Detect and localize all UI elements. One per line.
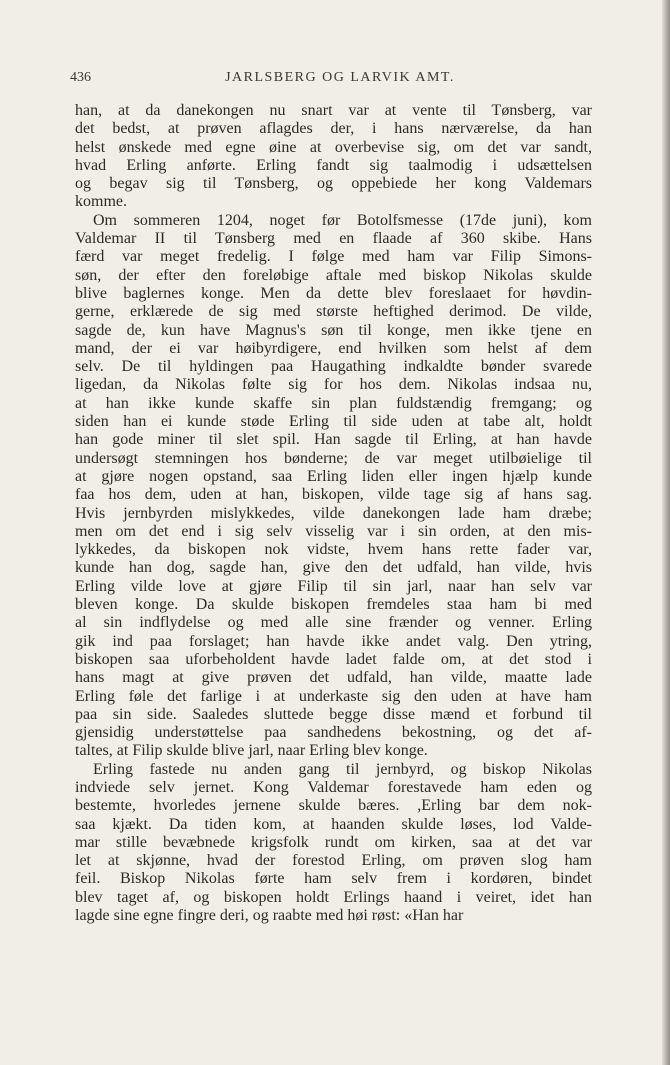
text-line: let at skjønne, hvad der forestod Erling, om prøven slog ham	[75, 852, 592, 870]
text-line: Valdemar II til Tønsberg med en flaade af 360 skibe. Hans	[75, 230, 592, 248]
text-line: lagde sine egne fingre deri, og raabte med høi røst: «Han har	[75, 907, 464, 925]
text-line: kunde han dog, sagde han, give den det udfald, han vilde, hvis	[75, 559, 592, 577]
text-line: biskopen saa uforbeholdent havde ladet falde om, at det stod i	[75, 650, 592, 668]
text-line: al sin indflydelse og med alle sine frænder og venner. Erling	[75, 614, 592, 632]
text-line: mar stille bevæbnede krigsfolk rundt om kirken, saa at det var	[75, 833, 592, 851]
text-line: Hvis jernbyrden mislykkedes, vilde danekongen lade ham dræbe;	[75, 504, 592, 522]
text-line: lykkedes, da biskopen nok vidste, hvem hans rette fader var,	[75, 541, 592, 559]
text-line: helst ønskede med egne øine at overbevise sig, om det var sandt,	[75, 138, 592, 156]
text-line: han gode miner til slet spil. Han sagde til Erling, at han havde	[75, 431, 592, 449]
text-line: han, at da danekongen nu snart var at vente til Tønsberg, var	[75, 102, 592, 119]
text-line: hans magt at give prøven det udfald, han vilde, maatte lade	[75, 669, 592, 687]
text-line: blive baglernes konge. Men da dette blev foreslaaet for høvdin-	[75, 284, 592, 302]
text-line: blev taget af, og biskopen holdt Erlings haand i veiret, idet han	[75, 888, 592, 906]
text-line: bestemte, hvorledes jernene skulde bæres. ,Erling bar dem nok-	[75, 797, 592, 815]
text-line: bleven konge. Da skulde biskopen fremdeles staa ham bi med	[75, 596, 592, 614]
text-line: mand, der ei var høibyrdigere, end hvilken som helst af dem	[75, 339, 592, 357]
running-title: JARLSBERG OG LARVIK AMT.	[225, 70, 455, 85]
text-line: feil. Biskop Nikolas førte ham selv frem i kordøren, bindet	[75, 870, 592, 888]
page-edge	[662, 0, 670, 1065]
text-line: siden han ei kunde støde Erling til side uden at tabe alt, holdt	[75, 413, 592, 431]
text-line: Om sommeren 1204, noget før Botolfsmesse (17de juni), kom	[93, 211, 592, 229]
text-line: det bedst, at prøven aflagdes der, i hans nærværelse, da han	[75, 120, 592, 138]
text-line: at han ikke kunde skaffe sin plan fuldstændig fremgang; og	[75, 394, 592, 412]
text-line: men om det end i sig selv visselig var i sin orden, at den mis-	[75, 522, 592, 540]
text-line: selv. De til hyldingen paa Haugathing indkaldte bønder svarede	[75, 358, 592, 376]
text-line: saa kjækt. Da tiden kom, at haanden skulde løses, lod Valde-	[75, 815, 592, 833]
text-line: at gjøre nogen opstand, saa Erling liden eller ingen hjælp kunde	[75, 467, 592, 485]
text-line: komme.	[75, 193, 127, 211]
text-line: sagde de, kun have Magnus's søn til konge, men ikke tjene en	[75, 321, 592, 339]
text-line: søn, der efter den foreløbige aftale med biskop Nikolas skulde	[75, 266, 592, 284]
text-line: paa sin side. Saaledes sluttede begge disse mænd et forbund til	[75, 705, 592, 723]
text-line: gik ind paa forslaget; han havde ikke andet valg. Den ytring,	[75, 632, 592, 650]
text-line: ligedan, da Nikolas følte sig for hos dem. Nikolas indsaa nu,	[75, 376, 592, 394]
text-line: undersøgt stemningen hos bønderne; de var meget utilbøielige til	[75, 449, 592, 467]
text-line: gjensidig understøttelse paa sandhedens bekostning, og det af-	[75, 724, 592, 742]
body-text	[75, 102, 592, 925]
text-line: hvad Erling anførte. Erling fandt sig taalmodig i udsættelsen	[75, 156, 592, 174]
page-header	[70, 70, 610, 90]
text-line: og begav sig til Tønsberg, og oppebiede her kong Valdemars	[75, 175, 592, 193]
text-line: færd var meget fredelig. I følge med ham var Filip Simons-	[75, 248, 592, 266]
text-line: taltes, at Filip skulde blive jarl, naar Erling blev konge.	[75, 742, 428, 760]
text-line: faa hos dem, uden at han, biskopen, vilde tage sig af hans sag.	[75, 486, 592, 504]
text-line: Erling fastede nu anden gang til jernbyrd, og biskop Nikolas	[93, 760, 592, 778]
text-line: indviede selv jernet. Kong Valdemar forestavede ham eden og	[75, 778, 592, 796]
page-number: 436	[70, 70, 91, 85]
text-line: Erling føle det farlige i at underkaste sig den uden at have ham	[75, 687, 592, 705]
text-line: Erling vilde love at gjøre Filip til sin jarl, naar han selv var	[75, 577, 592, 595]
text-line: gerne, erklærede de sig med største heftighed derimod. De vilde,	[75, 303, 592, 321]
